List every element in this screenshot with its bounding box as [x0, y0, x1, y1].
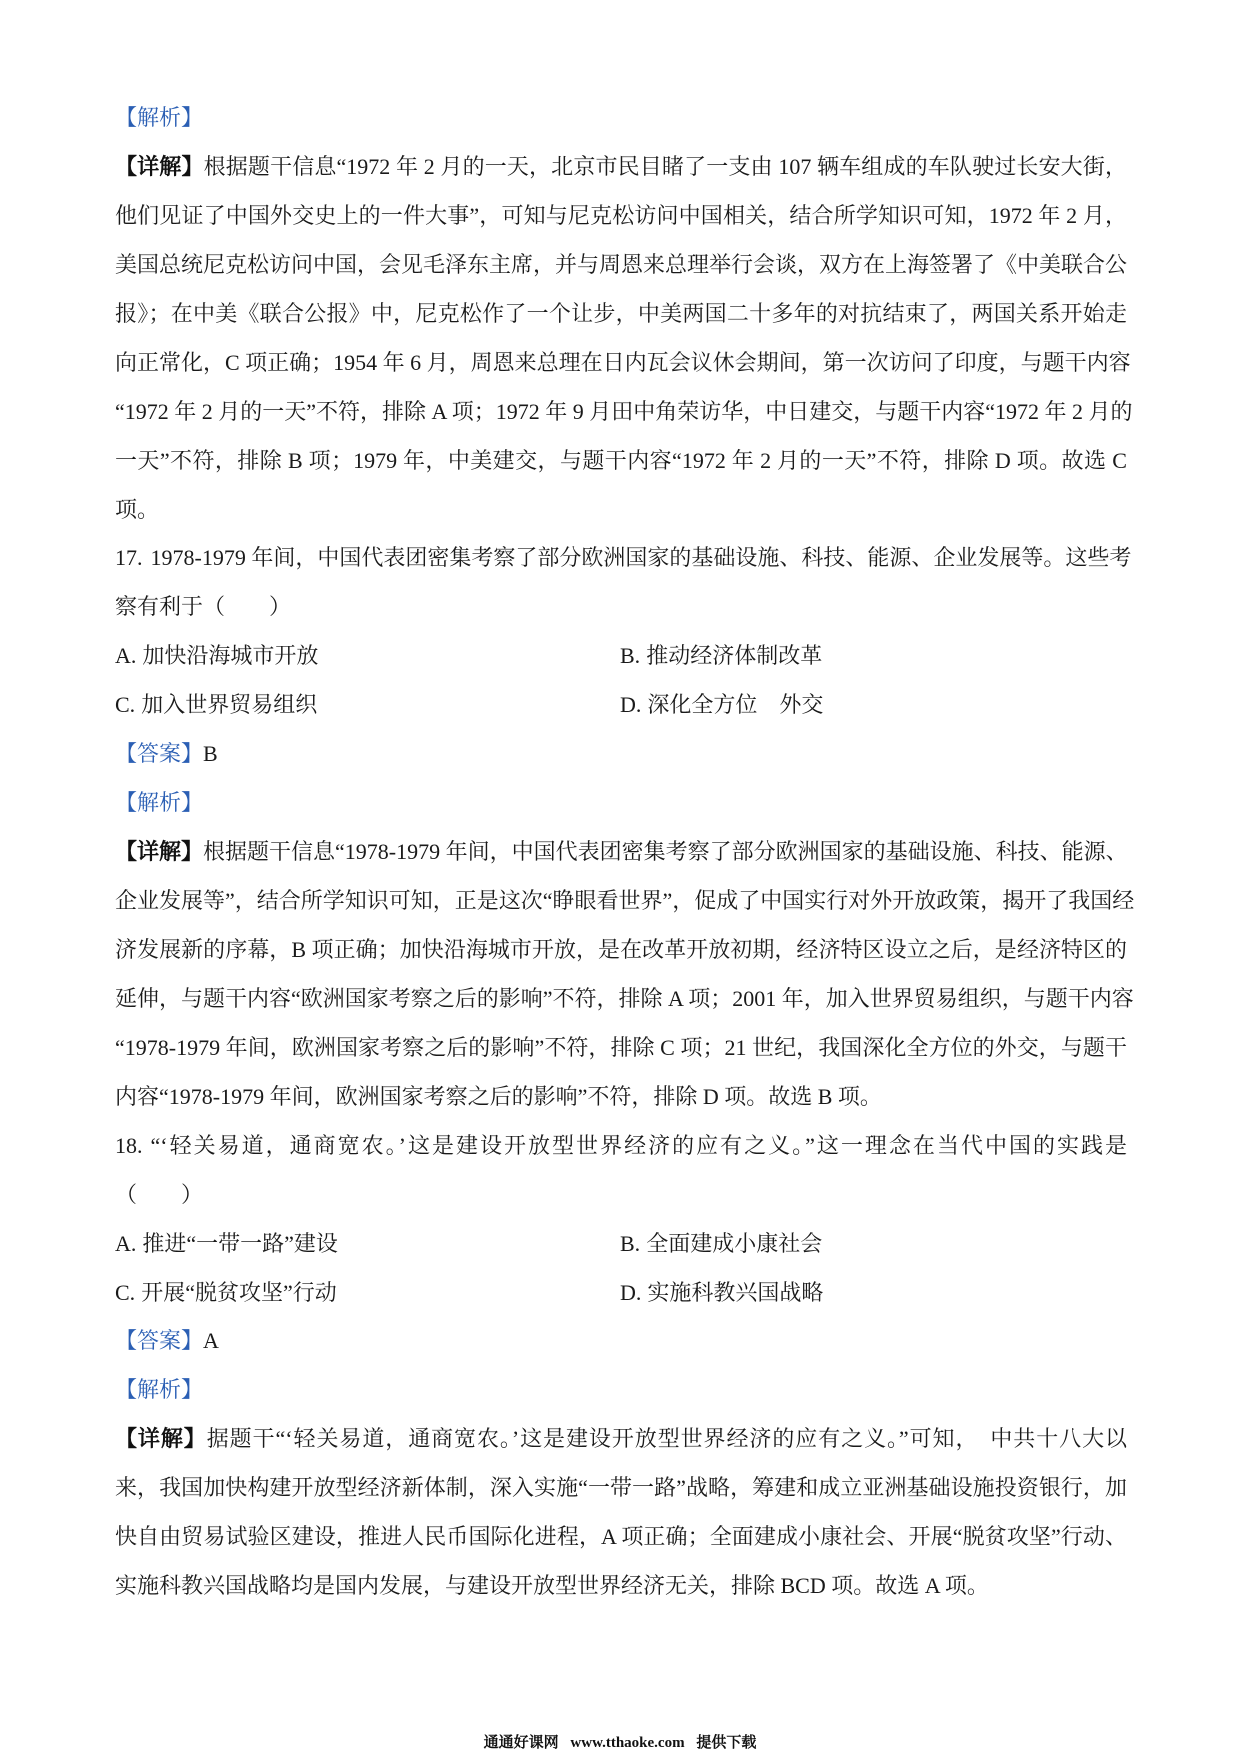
solution-line: 快自由贸易试验区建设，推进人民币国际化进程，A 项正确；全面建成小康社会、开展“脱贫攻坚”行动、: [115, 1524, 1127, 1550]
option-text: 实施科教兴国战略: [647, 1279, 824, 1305]
options-row: [115, 681, 1127, 730]
analysis-label: 【解析】: [115, 1377, 204, 1403]
question-stem-line: [115, 1122, 1127, 1171]
solution-line: 来，我国加快构建开放型经济新体制，深入实施“一带一路”战略，筹建和成立亚洲基础设施投资银行，加: [115, 1475, 1127, 1501]
options-row: [115, 1269, 1127, 1318]
option-c: [115, 1269, 620, 1318]
option-key: A.: [115, 1230, 137, 1256]
solution-line: 项。: [115, 496, 160, 522]
detail-label: 【详解】: [115, 153, 204, 179]
solution-text: 据题干“‘轻关易道，通商宽农。’这是建设开放型世界经济的应有之义。”可知， 中共十八大以: [206, 1426, 1127, 1452]
option-key: C.: [115, 692, 136, 718]
question-number: 18.: [115, 1132, 143, 1158]
answer-label: 【答案】: [115, 1328, 204, 1354]
question-stem-text: 1978-1979 年间，中国代表团密集考察了部分欧洲国家的基础设施、科技、能源、企业发展等。这些考: [150, 545, 1132, 571]
solution-line: 一天”不符，排除 B 项；1979 年，中美建交，与题干内容“1972 年 2 月的一天”不符，排除 D 项。故选 C: [115, 447, 1127, 473]
solution-line: 企业发展等”，结合所学知识可知，正是这次“睁眼看世界”，促成了中国实行对外开放政策，揭开了我国经: [115, 888, 1135, 913]
option-text: 加入世界贸易组织: [141, 692, 318, 718]
options-row: [115, 632, 1127, 681]
solution-line: 报》；在中美《联合公报》中，尼克松作了一个让步，中美两国二十多年的对抗结束了，两国关系开始走: [115, 300, 1127, 326]
options-row: [115, 1220, 1127, 1269]
option-a: [115, 1220, 620, 1269]
solution-line: 美国总统尼克松访问中国，会见毛泽东主席，并与周恩来总理举行会谈，双方在上海签署了《中美联合公: [115, 251, 1128, 277]
answer-line: [115, 730, 1127, 779]
solution-line: [115, 143, 1127, 192]
option-key: C.: [115, 1279, 136, 1305]
solution-line: 内容“1978-1979 年间，欧洲国家考察之后的影响”不符，排除 D 项。故选 B 项。: [115, 1083, 882, 1109]
footer-suffix: 提供下载: [696, 1735, 757, 1751]
solution-text: 根据题干信息“1972 年 2 月的一天，北京市民目睹了一支由 107 辆车组成的车队驶过长安大街，: [203, 153, 1127, 179]
option-key: A.: [115, 643, 137, 669]
option-key: B.: [620, 1230, 641, 1256]
detail-label: 【详解】: [115, 839, 204, 865]
question-stem-line: 察有利于（ ）: [115, 594, 292, 620]
solution-line: “1972 年 2 月的一天”不符，排除 A 项；1972 年 9 月田中角荣访华，中日建交，与题干内容“1972 年 2 月的: [115, 398, 1133, 424]
option-d: [620, 1269, 1125, 1318]
footer-url: www.tthaoke.com: [570, 1735, 685, 1751]
solution-line: 济发展新的序幕，B 项正确；加快沿海城市开放，是在改革开放初期，经济特区设立之后，是经济特区的: [115, 936, 1127, 962]
section-label-analysis: [115, 779, 1127, 828]
option-key: B.: [620, 643, 641, 669]
analysis-label: 【解析】: [115, 105, 204, 130]
option-text: 推动经济体制改革: [646, 643, 823, 669]
answer-value: B: [203, 741, 218, 767]
solution-line: 实施科教兴国战略均是国内发展，与建设开放型世界经济无关，排除 BCD 项。故选 A 项。: [115, 1573, 989, 1599]
option-text: 推进“一带一路”建设: [142, 1230, 338, 1256]
answer-label: 【答案】: [115, 741, 204, 767]
solution-line: “1978-1979 年间，欧洲国家考察之后的影响”不符，排除 C 项；21 世纪，我国深化全方位的外交，与题干: [115, 1034, 1127, 1060]
answer-line: [115, 1317, 1127, 1366]
question-number: 17.: [115, 545, 143, 571]
option-text: 深化全方位 外交: [647, 692, 824, 718]
solution-line: [115, 828, 1127, 877]
option-b: [620, 1220, 1125, 1269]
answer-value: A: [203, 1328, 219, 1354]
option-c: [115, 681, 620, 730]
question-stem-text: “‘轻关易道，通商宽农。’这是建设开放型世界经济的应有之义。”这一理念在当代中国的实践是: [150, 1132, 1127, 1158]
option-text: 开展“脱贫攻坚”行动: [141, 1279, 337, 1305]
footer-site-name: 通通好课网: [483, 1735, 559, 1751]
solution-line: 向正常化，C 项正确；1954 年 6 月，周恩来总理在日内瓦会议休会期间，第一次访问了印度，与题干内容: [115, 349, 1131, 375]
section-label-analysis: [115, 94, 1127, 143]
question-stem-line: [115, 534, 1132, 583]
solution-line: 延伸，与题干内容“欧洲国家考察之后的影响”不符，排除 A 项；2001 年，加入世界贸易组织，与题干内容: [115, 985, 1134, 1011]
option-key: D.: [620, 692, 642, 718]
option-b: [620, 632, 1125, 681]
option-text: 全面建成小康社会: [646, 1230, 823, 1256]
solution-line: [115, 1415, 1127, 1464]
analysis-label: 【解析】: [115, 790, 204, 816]
solution-text: 根据题干信息“1978-1979 年间，中国代表团密集考察了部分欧洲国家的基础设施、科技、能源、: [203, 839, 1128, 865]
option-a: [115, 632, 620, 681]
option-d: [620, 681, 1125, 730]
option-key: D.: [620, 1279, 642, 1305]
section-label-analysis: [115, 1366, 1127, 1415]
page-footer: [0, 1734, 1240, 1752]
page-content: [115, 94, 1135, 1611]
solution-line: 他们见证了中国外交史上的一件大事”，可知与尼克松访问中国相关，结合所学知识可知，1972 年 2 月，: [115, 202, 1127, 228]
detail-label: 【详解】: [115, 1426, 207, 1452]
option-text: 加快沿海城市开放: [142, 643, 319, 669]
question-stem-line: （ ）: [115, 1181, 204, 1207]
